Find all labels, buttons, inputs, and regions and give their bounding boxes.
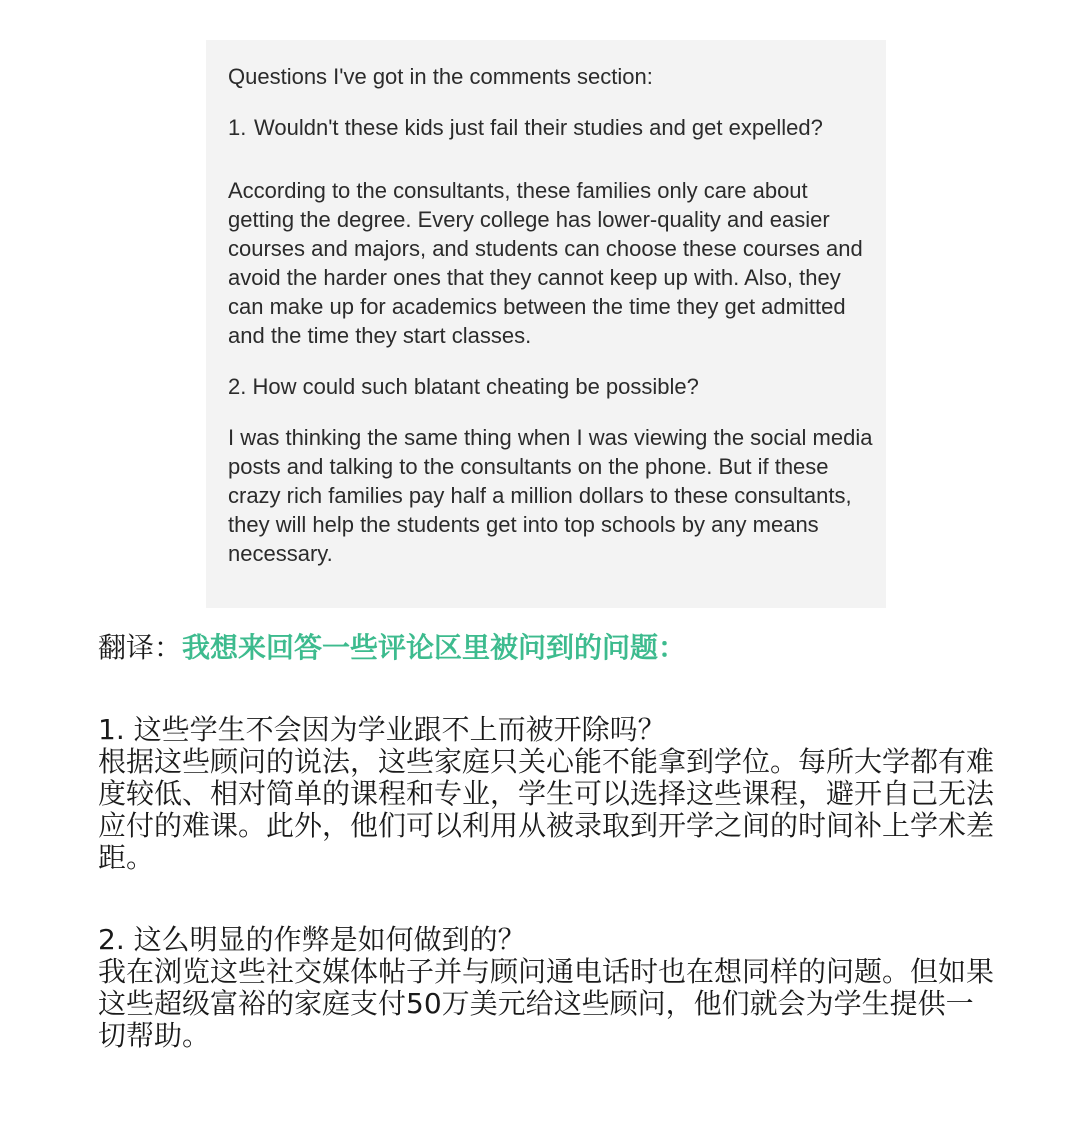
answer-1: According to the consultants, these families only care about getting the degree. Every college has lower-quality and easier courses and majors, and students can choose these courses and avoid the harder ones that they cannot keep up with. Also, they can make up for academics between the time they get admitted and the time they start classes. [228, 178, 863, 348]
question-2: 2. How could such blatant cheating be possible? [228, 374, 699, 399]
translation-answer-2: 我在浏览这些社交媒体帖子并与顾问通电话时也在想同样的问题。但如果这些超级富裕的家庭支付50万美元给这些顾问，他们就会为学生提供一切帮助。 [98, 955, 995, 1052]
answer-2: I was thinking the same thing when I was viewing the social media posts and talking to the consultants on the phone. But if these crazy rich families pay half a million dollars to these consultants, they will help the students get into top schools by any means necessary. [228, 425, 873, 566]
screenshot-text [228, 62, 878, 568]
question-1-number: 1. [228, 115, 247, 140]
comment-screenshot [206, 40, 886, 608]
screenshot-heading: Questions I've got in the comments section: [228, 64, 653, 89]
translation-question-2: 2. 这么明显的作弊是如何做到的？ [98, 923, 526, 956]
translation-title [98, 632, 998, 664]
translation-section [98, 632, 998, 1052]
translation-label: 翻译： [98, 631, 183, 664]
translation-block-2 [98, 924, 998, 1052]
translation-block-1 [98, 714, 998, 874]
question-1-text: Wouldn't these kids just fail their studies and get expelled? [254, 115, 823, 140]
translation-headline: 我想来回答一些评论区里被问到的问题： [182, 631, 687, 664]
translation-answer-1: 根据这些顾问的说法，这些家庭只关心能不能拿到学位。每所大学都有难度较低、相对简单的课程和专业，学生可以选择这些课程，避开自己无法应付的难课。此外，他们可以利用从被录取到开学之间的时间补上学术差距。 [98, 745, 995, 874]
cutoff-fade [206, 588, 886, 608]
question-1 [228, 113, 878, 142]
translation-question-1: 1. 这些学生不会因为学业跟不上而被开除吗？ [98, 713, 666, 746]
